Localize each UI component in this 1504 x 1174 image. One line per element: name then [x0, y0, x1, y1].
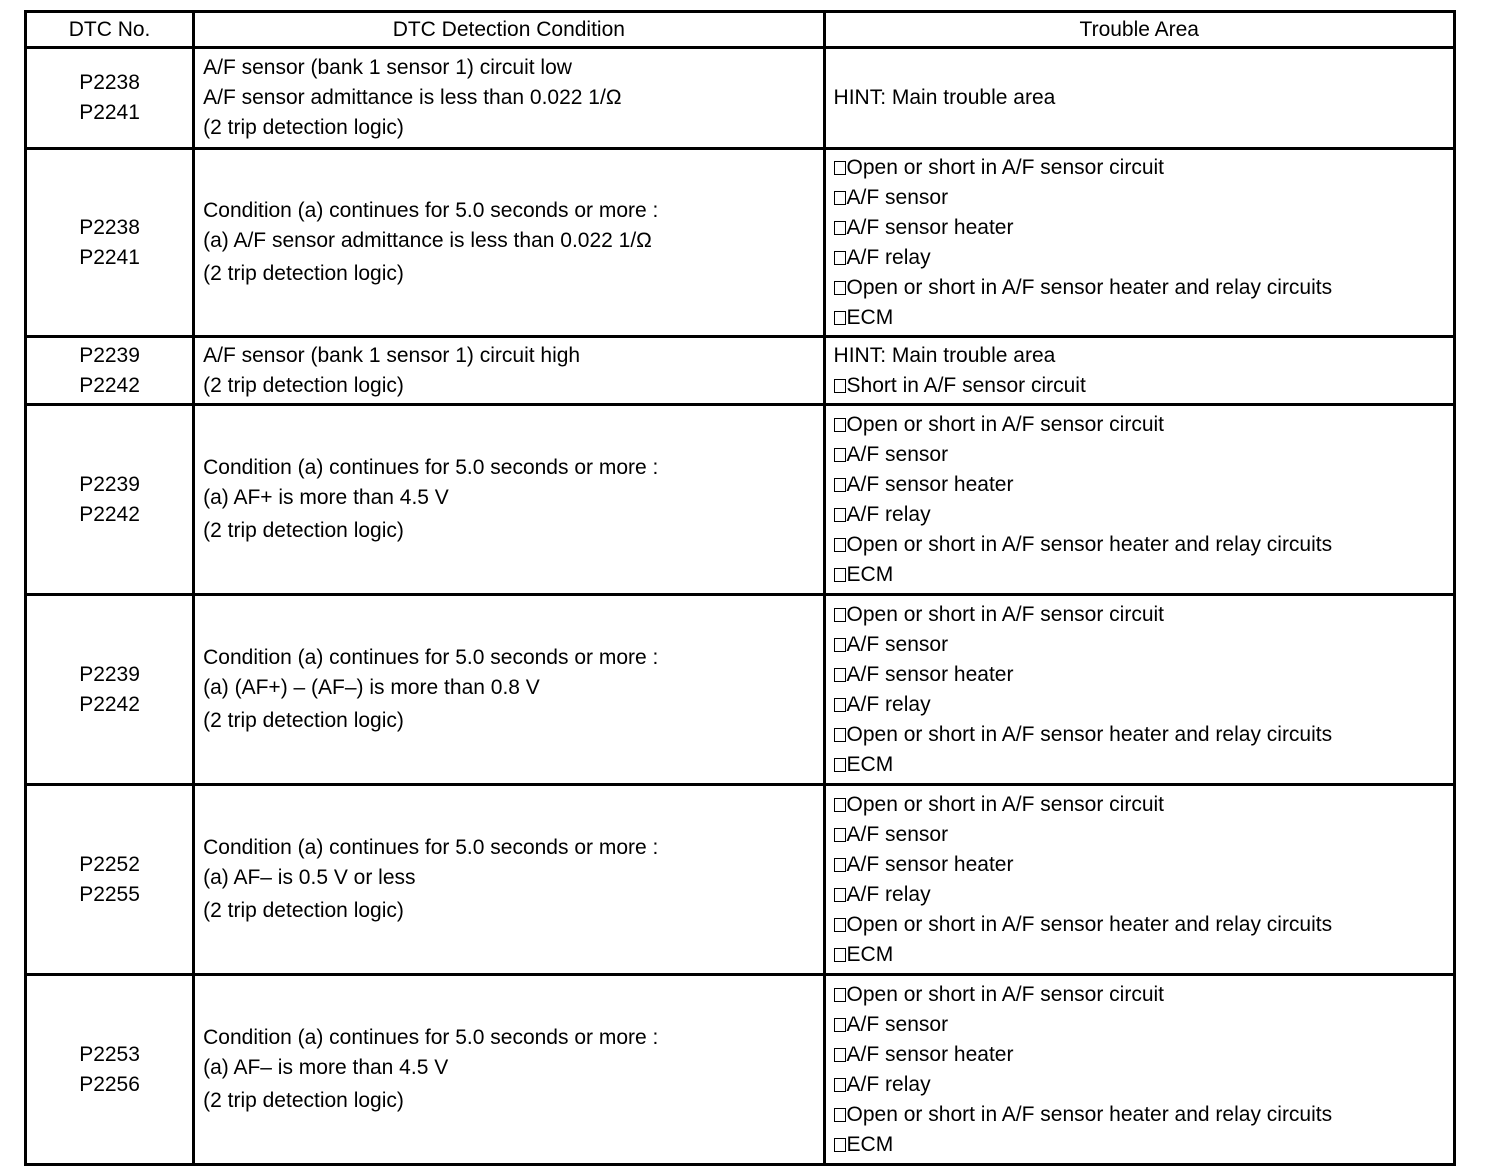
- dtc-code: P2241: [79, 245, 140, 269]
- table-row: [26, 785, 1455, 975]
- header-detection-condition: DTC Detection Condition: [194, 12, 824, 48]
- detection-condition-cell: [194, 975, 824, 1165]
- condition-line: A/F sensor (bank 1 sensor 1) circuit low: [203, 56, 572, 79]
- table-row: [26, 975, 1455, 1165]
- condition-line: (a) AF+ is more than 4.5 V: [203, 486, 449, 509]
- checkbox-icon: [834, 251, 846, 265]
- header-trouble-area: Trouble Area: [824, 12, 1454, 48]
- condition-line: Condition (a) continues for 5.0 seconds or more :: [203, 1026, 659, 1049]
- table-row: [26, 48, 1455, 149]
- table-header-row: [26, 12, 1455, 48]
- dtc-code: P2238: [79, 71, 140, 94]
- trouble-area-item: [834, 1070, 1445, 1100]
- trouble-area-item: [834, 500, 1445, 530]
- dtc-code: P2241: [79, 101, 140, 124]
- checkbox-icon: [834, 638, 846, 652]
- checkbox-icon: [834, 1018, 846, 1032]
- checkbox-icon: [834, 1138, 846, 1152]
- checkbox-icon: [834, 568, 846, 582]
- detection-condition-cell: [194, 337, 824, 405]
- dtc-code-cell: [26, 149, 194, 337]
- trouble-area-item: [834, 560, 1445, 590]
- table-row: [26, 149, 1455, 337]
- dtc-code: P2239: [79, 343, 140, 367]
- trouble-area-item: [834, 530, 1445, 560]
- condition-line: (a) AF– is more than 4.5 V: [203, 1056, 449, 1079]
- condition-line: (a) (AF+) – (AF–) is more than 0.8 V: [203, 676, 540, 699]
- trouble-area-item: [834, 850, 1445, 880]
- condition-line: (2 trip detection logic): [203, 373, 404, 397]
- trouble-area-text: ECM: [846, 752, 894, 776]
- trouble-area-item: [834, 940, 1445, 970]
- dtc-code: P2242: [79, 373, 140, 397]
- trouble-area-item: [834, 820, 1445, 850]
- trouble-area-item: [834, 1010, 1445, 1040]
- checkbox-icon: [834, 728, 846, 742]
- detection-condition-cell: [194, 48, 824, 149]
- trouble-area-text: A/F sensor: [846, 822, 949, 846]
- trouble-area-item: [834, 470, 1445, 500]
- trouble-area-item: [834, 273, 1445, 303]
- trouble-area-text: A/F sensor heater: [846, 215, 1014, 239]
- checkbox-icon: [834, 508, 846, 522]
- trouble-area-item: [834, 1130, 1445, 1160]
- detection-condition-cell: [194, 405, 824, 595]
- checkbox-icon: [834, 988, 846, 1002]
- trouble-area-text: Open or short in A/F sensor circuit: [846, 982, 1165, 1006]
- condition-line: (2 trip detection logic): [203, 116, 404, 139]
- checkbox-icon: [834, 608, 846, 622]
- condition-line: Condition (a) continues for 5.0 seconds or more :: [203, 456, 659, 479]
- trouble-area-cell: [824, 595, 1454, 785]
- trouble-area-text: Open or short in A/F sensor circuit: [846, 792, 1165, 816]
- trouble-area-item: [834, 880, 1445, 910]
- trouble-area-cell: [824, 405, 1454, 595]
- checkbox-icon: [834, 191, 846, 205]
- dtc-code: P2256: [79, 1072, 140, 1096]
- trouble-area-text: ECM: [846, 562, 894, 586]
- trouble-area-text: A/F sensor heater: [846, 662, 1014, 686]
- checkbox-icon: [834, 448, 846, 462]
- checkbox-icon: [834, 798, 846, 812]
- trouble-area-text: ECM: [846, 305, 894, 329]
- dtc-code-cell: [26, 337, 194, 405]
- checkbox-icon: [834, 538, 846, 552]
- dtc-code: P2242: [79, 502, 140, 526]
- trouble-area-text: A/F sensor: [846, 1012, 949, 1036]
- trouble-area-item: [834, 660, 1445, 690]
- trouble-area-cell: [824, 337, 1454, 405]
- trouble-area-text: A/F relay: [846, 1072, 931, 1096]
- trouble-area-text: A/F sensor: [846, 632, 949, 656]
- table-row: [26, 405, 1455, 595]
- header-dtc-no: DTC No.: [26, 12, 194, 48]
- checkbox-icon: [834, 311, 846, 325]
- hint-label: HINT: Main trouble area: [833, 86, 1056, 109]
- dtc-code-cell: [26, 48, 194, 149]
- trouble-area-item: [834, 410, 1445, 440]
- trouble-area-cell: [824, 48, 1454, 149]
- dtc-code: P2238: [79, 215, 140, 239]
- trouble-area-cell: [824, 785, 1454, 975]
- trouble-area-text: ECM: [846, 1132, 894, 1156]
- checkbox-icon: [834, 918, 846, 932]
- trouble-area-text: Open or short in A/F sensor circuit: [846, 412, 1165, 436]
- trouble-area-text: A/F relay: [846, 692, 931, 716]
- condition-line: (2 trip detection logic): [203, 899, 404, 922]
- trouble-area-item: [834, 750, 1445, 780]
- dtc-code: P2242: [79, 692, 140, 716]
- checkbox-icon: [834, 281, 846, 295]
- checkbox-icon: [834, 888, 846, 902]
- trouble-area-text: Open or short in A/F sensor heater and relay circuits: [846, 532, 1333, 556]
- detection-condition-cell: [194, 785, 824, 975]
- checkbox-icon: [834, 221, 846, 235]
- trouble-area-text: ECM: [846, 942, 894, 966]
- trouble-area-item: [834, 440, 1445, 470]
- dtc-code: P2252: [79, 852, 140, 876]
- trouble-area-text: A/F relay: [846, 502, 931, 526]
- trouble-area-text: Open or short in A/F sensor circuit: [846, 155, 1165, 179]
- trouble-area-text: A/F relay: [846, 882, 931, 906]
- condition-line: (a) A/F sensor admittance is less than 0.022 1/Ω: [203, 229, 652, 252]
- trouble-area-item: [834, 371, 1445, 401]
- checkbox-icon: [834, 668, 846, 682]
- trouble-area-item: [834, 183, 1445, 213]
- trouble-area-cell: [824, 975, 1454, 1165]
- dtc-code-cell: [26, 975, 194, 1165]
- trouble-area-text: A/F relay: [846, 245, 931, 269]
- checkbox-icon: [834, 758, 846, 772]
- condition-line: (a) AF– is 0.5 V or less: [203, 866, 416, 889]
- trouble-area-text: Short in A/F sensor circuit: [846, 373, 1086, 397]
- condition-line: A/F sensor (bank 1 sensor 1) circuit high: [203, 343, 581, 367]
- dtc-code: P2239: [79, 662, 140, 686]
- checkbox-icon: [834, 948, 846, 962]
- checkbox-icon: [834, 1048, 846, 1062]
- trouble-area-item: [834, 790, 1445, 820]
- checkbox-icon: [834, 698, 846, 712]
- checkbox-icon: [834, 478, 846, 492]
- trouble-area-item: [834, 1040, 1445, 1070]
- dtc-code-cell: [26, 785, 194, 975]
- table-row: [26, 595, 1455, 785]
- condition-line: (2 trip detection logic): [203, 1089, 404, 1112]
- table-body: [26, 48, 1455, 1165]
- detection-condition-cell: [194, 149, 824, 337]
- dtc-code-cell: [26, 595, 194, 785]
- condition-line: Condition (a) continues for 5.0 seconds or more :: [203, 646, 659, 669]
- checkbox-icon: [834, 858, 846, 872]
- checkbox-icon: [834, 418, 846, 432]
- table-row: [26, 337, 1455, 405]
- checkbox-icon: [834, 1078, 846, 1092]
- trouble-area-item: [834, 720, 1445, 750]
- checkbox-icon: [834, 1108, 846, 1122]
- condition-line: (2 trip detection logic): [203, 262, 404, 285]
- trouble-area-text: Open or short in A/F sensor heater and relay circuits: [846, 1102, 1333, 1126]
- trouble-area-text: A/F sensor heater: [846, 1042, 1014, 1066]
- checkbox-icon: [834, 161, 846, 175]
- condition-line: (2 trip detection logic): [203, 709, 404, 732]
- condition-line: A/F sensor admittance is less than 0.022 1/Ω: [203, 86, 622, 109]
- dtc-code: P2239: [79, 472, 140, 496]
- trouble-area-text: Open or short in A/F sensor heater and relay circuits: [846, 912, 1333, 936]
- dtc-code-cell: [26, 405, 194, 595]
- trouble-area-item: [834, 303, 1445, 333]
- trouble-area-text: A/F sensor: [846, 185, 949, 209]
- trouble-area-text: Open or short in A/F sensor heater and relay circuits: [846, 722, 1333, 746]
- trouble-area-item: [834, 910, 1445, 940]
- trouble-area-item: [834, 243, 1445, 273]
- trouble-area-text: Open or short in A/F sensor heater and relay circuits: [846, 275, 1333, 299]
- trouble-area-cell: [824, 149, 1454, 337]
- trouble-area-item: [834, 213, 1445, 243]
- condition-line: (2 trip detection logic): [203, 519, 404, 542]
- trouble-area-item: [834, 630, 1445, 660]
- condition-line: Condition (a) continues for 5.0 seconds or more :: [203, 836, 659, 859]
- trouble-area-text: A/F sensor heater: [846, 852, 1014, 876]
- hint-label: HINT: Main trouble area: [833, 343, 1056, 367]
- detection-condition-cell: [194, 595, 824, 785]
- checkbox-icon: [834, 828, 846, 842]
- dtc-code: P2253: [79, 1042, 140, 1066]
- trouble-area-item: [834, 690, 1445, 720]
- checkbox-icon: [834, 379, 846, 393]
- trouble-area-item: [834, 1100, 1445, 1130]
- trouble-area-item: [834, 600, 1445, 630]
- trouble-area-text: A/F sensor: [846, 442, 949, 466]
- trouble-area-item: [834, 153, 1445, 183]
- condition-line: Condition (a) continues for 5.0 seconds or more :: [203, 199, 659, 222]
- dtc-table: [24, 10, 1456, 1166]
- trouble-area-item: [834, 980, 1445, 1010]
- trouble-area-text: Open or short in A/F sensor circuit: [846, 602, 1165, 626]
- dtc-code: P2255: [79, 882, 140, 906]
- trouble-area-text: A/F sensor heater: [846, 472, 1014, 496]
